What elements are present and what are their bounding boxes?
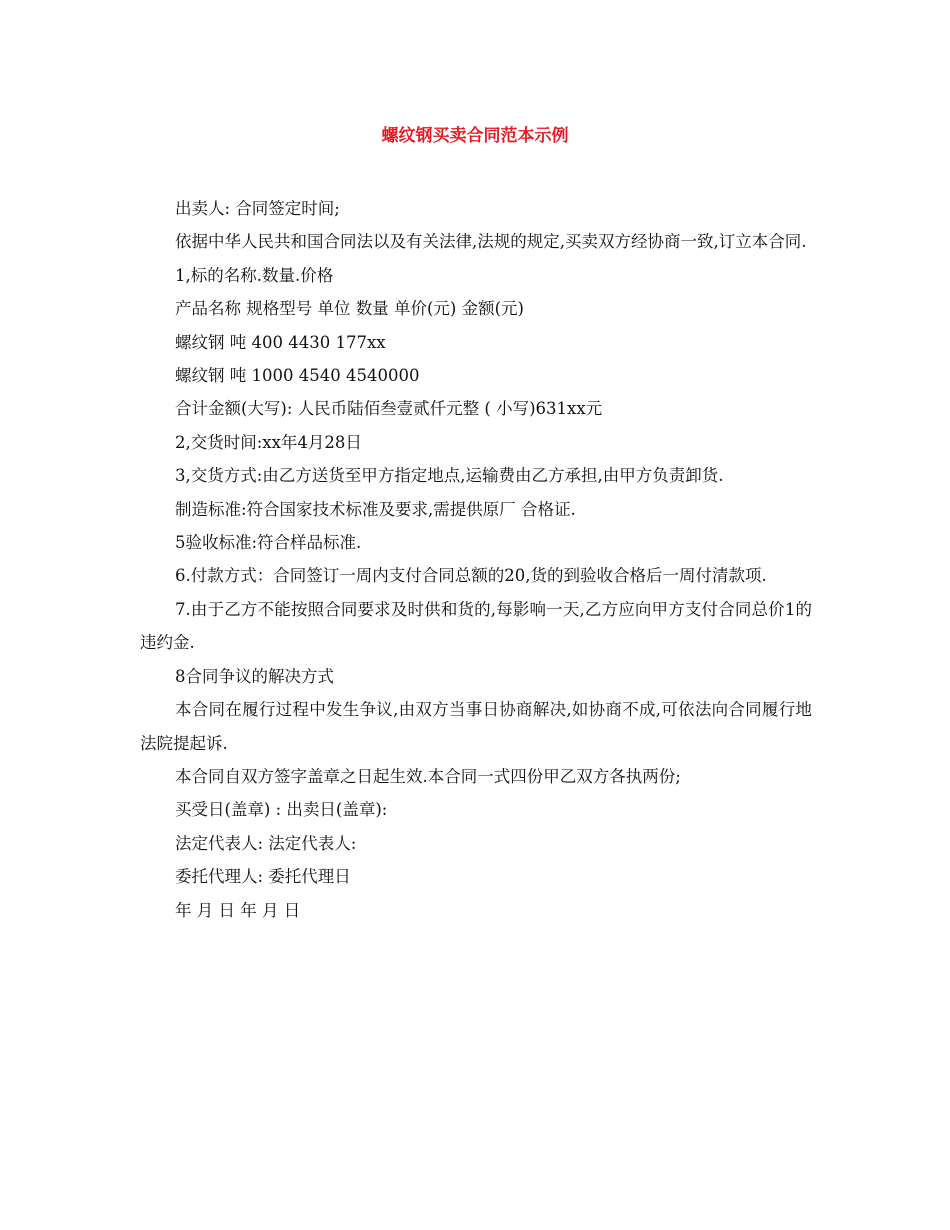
paragraph-delivery-method: 3,交货方式:由乙方送货至甲方指定地点,运输费由乙方承担,由甲方负责卸货. [175, 466, 724, 486]
paragraph-dispute-resolution: 本合同在履行过程中发生争议,由双方当事日协商解决,如协商不成,可依法向合同履行地法院提起诉. [140, 700, 812, 753]
paragraph-product-row-2: 螺纹钢 吨 1000 4540 4540000 [175, 366, 420, 386]
paragraph-seller-date: 出卖人: 合同签定时间; [175, 199, 340, 218]
paragraph-penalty: 7.由于乙方不能按照合同要求及时供和货的,每影响一天,乙方应向甲方支付合同总价1的违约金. [140, 599, 812, 653]
paragraph-manufacturing-standard: 制造标准:符合国家技术标准及要求,需提供原厂 合格证. [175, 499, 576, 519]
paragraph-authorized-agents: 委托代理人: 委托代理日 [175, 867, 351, 887]
paragraph-legal-representatives: 法定代表人: 法定代表人: [175, 833, 357, 853]
paragraph-dates: 年 月 日 年 月 日 [175, 900, 301, 920]
paragraph-clause-1-heading: 1,标的名称.数量.价格 [175, 265, 334, 285]
paragraph-total-amount: 合计金额(大写): 人民币陆佰叁壹贰仟元整 ( 小写)631xx元 [175, 399, 603, 419]
paragraph-product-row-1: 螺纹钢 吨 400 4430 177xx [175, 332, 386, 352]
paragraph-signature-seals: 买受日(盖章) : 出卖日(盖章): [175, 800, 388, 820]
paragraph-delivery-time: 2,交货时间:xx年4月28日 [175, 432, 362, 452]
paragraph-effectiveness: 本合同自双方签字盖章之日起生效.本合同一式四份甲乙双方各执两份; [175, 766, 681, 786]
document-body [140, 192, 812, 927]
paragraph-acceptance-standard: 5验收标准:符合样品标准. [175, 533, 362, 553]
paragraph-payment-terms: 6.付款方式：合同签订一周内支付合同总额的20,货的到验收合格后一周付清款项. [175, 566, 767, 586]
paragraph-preamble: 依据中华人民共和国合同法以及有关法律,法规的规定,买卖双方经协商一致,订立本合同. [175, 232, 807, 252]
document-title: 螺纹钢买卖合同范本示例 [381, 126, 569, 146]
paragraph-product-table-header: 产品名称 规格型号 单位 数量 单价(元) 金额(元) [175, 299, 524, 319]
paragraph-dispute-heading: 8合同争议的解决方式 [175, 666, 334, 686]
